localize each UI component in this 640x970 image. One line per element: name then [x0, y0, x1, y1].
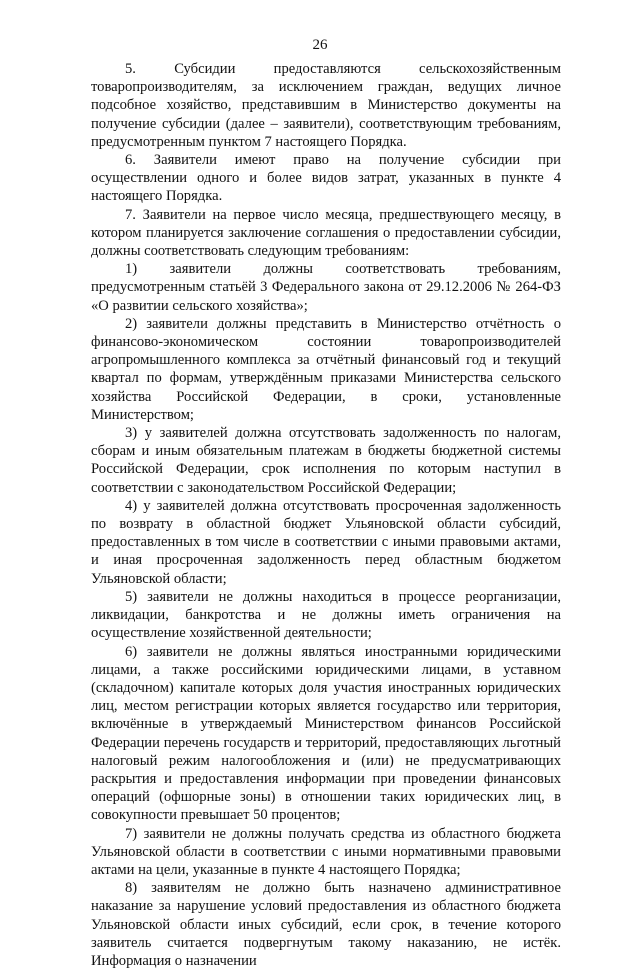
requirement-4: 4) у заявителей должна отсутствовать просроченная задолженность по возврату в областной бюджет Ульяновской области субсидий, предоставленных в том числе в соответствии с иными правовыми актами, и иная просроченная задолженность перед областным бюджетом Ульяновской области;: [91, 497, 561, 587]
paragraph-item-5: 5. Субсидии предоставляются сельскохозяйственным товаропроизводителям, за исключением граждан, ведущих личное подсобное хозяйство, представившим в Министерство документы на получение субсидии (далее – заявители), соответствующим требованиям, предусмотренным пунктом 7 настоящего Порядка.: [91, 61, 561, 150]
document-body: [91, 60, 561, 970]
page-number: 26: [312, 37, 328, 53]
requirement-2: 2) заявители должны представить в Министерство отчётность о финансово-экономическом состоянии товаропроизводителей агропромышленного комплекса за отчётный финансовый год и текущий квартал по формам, утверждённым приказами Министерства сельского хозяйства Российской Федерации, в сроки, установленные Министерством;: [91, 315, 561, 423]
requirement-6: 6) заявители не должны являться иностранными юридическими лицами, а также российскими юридическими лицами, в уставном (складочном) капитале которых доля участия иностранных юридических лиц, местом регистрации которых является государство или территория, включённые в утверждаемый Министерством финансов Российской Федерации перечень государств и территорий, предоставляющих льготный налоговый режим налогообложения и (или) не предусматривающих раскрытия и предоставления информации при проведении финансовых операций (офшорные зоны) в отношении таких юридических лиц, в совокупности превышает 50 процентов;: [91, 643, 561, 824]
requirement-8: 8) заявителям не должно быть назначено административное наказание за нарушение условий предоставления из областного бюджета Ульяновской области иных субсидий, если срок, в течение которого заявитель считается подвергнутым такому наказанию, не истёк. Информация о назначении: [91, 880, 561, 969]
paragraph-item-7: 7. Заявители на первое число месяца, предшествующего месяцу, в котором планируется заключение соглашения о предоставлении субсидии, должны соответствовать следующим требованиям:: [91, 206, 561, 260]
requirement-3: 3) у заявителей должна отсутствовать задолженность по налогам, сборам и иным обязательным платежам в бюджеты бюджетной системы Российской Федерации, срок исполнения по которым наступил в соответствии с законодательством Российской Федерации;: [91, 425, 561, 496]
requirement-7: 7) заявители не должны получать средства из областного бюджета Ульяновской области в соответствии с иными нормативными правовыми актами на цели, указанные в пункте 4 настоящего Порядка;: [91, 825, 561, 878]
requirement-5: 5) заявители не должны находиться в процессе реорганизации, ликвидации, банкротства и не должны иметь ограничения на осуществление хозяйственной деятельности;: [91, 588, 561, 642]
paragraph-item-6: 6. Заявители имеют право на получение субсидии при осуществлении одного и более видов затрат, указанных в пункте 4 настоящего Порядка.: [91, 152, 561, 205]
requirement-1: 1) заявители должны соответствовать требованиям, предусмотренным статьёй 3 Федерального закона от 29.12.2006 № 264-ФЗ «О развитии сельского хозяйства»;: [91, 261, 561, 314]
